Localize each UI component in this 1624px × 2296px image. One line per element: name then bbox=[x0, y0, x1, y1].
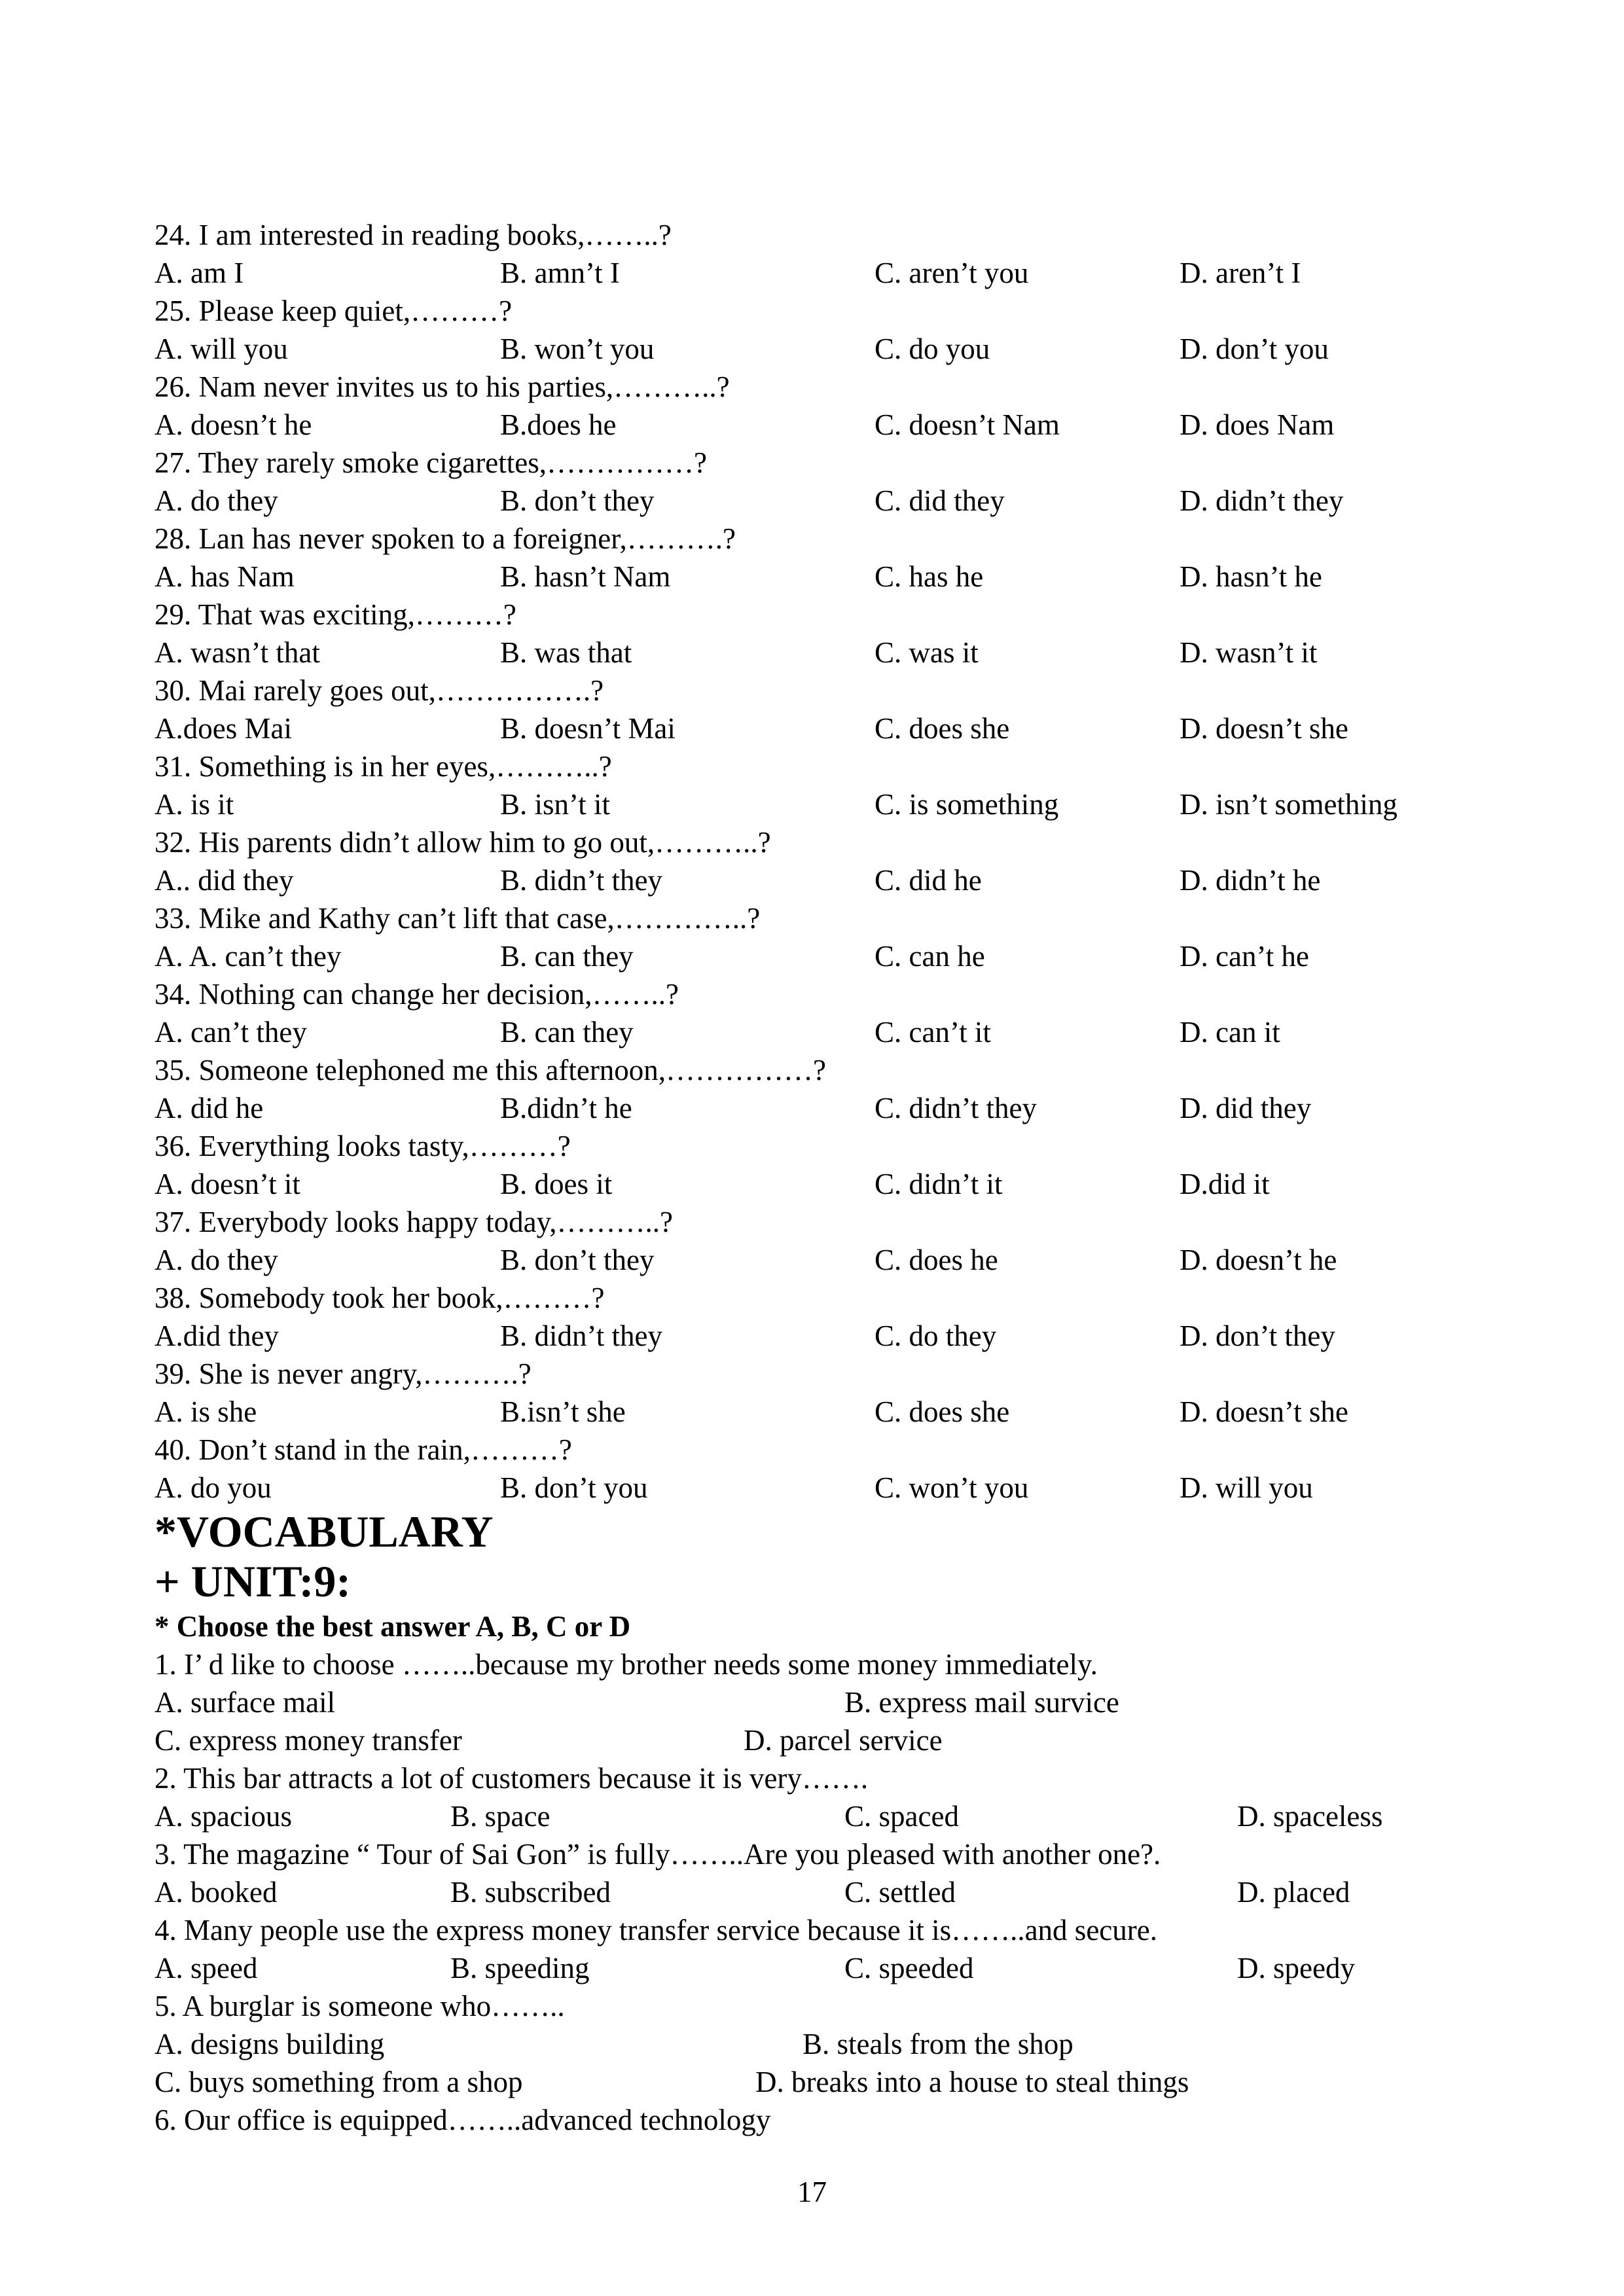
option-b: B. don’t they bbox=[500, 484, 655, 517]
option-b: B. can they bbox=[500, 940, 634, 973]
option-b: B. doesn’t Mai bbox=[500, 712, 676, 745]
options-line bbox=[154, 785, 1503, 823]
option-b: B. don’t they bbox=[500, 1244, 655, 1276]
option-c: C. doesn’t Nam bbox=[875, 408, 1060, 441]
vocab-question-2: 2. This bar attracts a lot of customers because it is very……. bbox=[154, 1762, 869, 1795]
option-d: D. doesn’t he bbox=[1180, 1244, 1337, 1276]
option-b: B. didn’t they bbox=[500, 864, 662, 897]
option: A. booked bbox=[154, 1876, 278, 1909]
vocab-options-5b bbox=[154, 2063, 1503, 2101]
question-line: 34. Nothing can change her decision,……..? bbox=[154, 978, 679, 1011]
option-a: A. do they bbox=[154, 1244, 278, 1276]
option-b: B.isn’t she bbox=[500, 1395, 626, 1428]
option-a: A. did he bbox=[154, 1092, 264, 1124]
vocab-question-4: 4. Many people use the express money transfer service because it is……..and secure. bbox=[154, 1914, 1157, 1946]
option: C. speeded bbox=[844, 1952, 974, 1984]
option-d: D. can it bbox=[1180, 1016, 1280, 1049]
question-line: 26. Nam never invites us to his parties,………..? bbox=[154, 370, 730, 403]
option-a: A. is it bbox=[154, 788, 234, 821]
vocab-question-3: 3. The magazine “ Tour of Sai Gon” is fully……..Are you pleased with another one?. bbox=[154, 1838, 1161, 1871]
option-b: B. hasn’t Nam bbox=[500, 560, 671, 593]
question-line: 28. Lan has never spoken to a foreigner,……….? bbox=[154, 522, 736, 555]
option-c: C. can he bbox=[875, 940, 985, 973]
option: B. steals from the shop bbox=[803, 2028, 1074, 2060]
option-d: D. didn’t he bbox=[1180, 864, 1321, 897]
option: D. spaceless bbox=[1237, 1800, 1383, 1833]
option-b: B. isn’t it bbox=[500, 788, 610, 821]
option-c: C. does she bbox=[875, 712, 1010, 745]
options-line bbox=[154, 709, 1503, 747]
question-line: 31. Something is in her eyes,………..? bbox=[154, 750, 612, 783]
option: A. speed bbox=[154, 1952, 258, 1984]
vocab-options-3 bbox=[154, 1873, 1503, 1911]
options-line bbox=[154, 1013, 1503, 1051]
option-a: A. am I bbox=[154, 257, 244, 289]
option-b: B. does it bbox=[500, 1168, 613, 1200]
option-a: A. doesn’t it bbox=[154, 1168, 300, 1200]
option-d: D.did it bbox=[1180, 1168, 1270, 1200]
vocab-options-1b bbox=[154, 1721, 1503, 1759]
option-a: A. is she bbox=[154, 1395, 257, 1428]
options-line bbox=[154, 1241, 1503, 1279]
option-a: A.does Mai bbox=[154, 712, 292, 745]
option: B. express mail survice bbox=[844, 1686, 1119, 1719]
question-line: 38. Somebody took her book,………? bbox=[154, 1282, 605, 1314]
option: C. spaced bbox=[844, 1800, 959, 1833]
option-c: C. did they bbox=[875, 484, 1005, 517]
options-line bbox=[154, 1089, 1503, 1127]
option-d: D. doesn’t she bbox=[1180, 1395, 1348, 1428]
page-number: 17 bbox=[797, 2176, 827, 2208]
option-c: C. didn’t they bbox=[875, 1092, 1037, 1124]
option-b: B. was that bbox=[500, 636, 632, 669]
option-c: C. is something bbox=[875, 788, 1059, 821]
option-b: B. can they bbox=[500, 1016, 634, 1049]
option-a: A. will you bbox=[154, 332, 288, 365]
option-c: C. won’t you bbox=[875, 1471, 1029, 1504]
option-d: D. will you bbox=[1180, 1471, 1313, 1504]
option-a: A.. did they bbox=[154, 864, 294, 897]
option: A. designs building bbox=[154, 2028, 385, 2060]
option-c: C. aren’t you bbox=[875, 257, 1029, 289]
option-c: C. does he bbox=[875, 1244, 998, 1276]
question-line: 39. She is never angry,……….? bbox=[154, 1357, 532, 1390]
option: C. express money transfer bbox=[154, 1724, 462, 1757]
option-c: C. do you bbox=[875, 332, 990, 365]
question-line: 27. They rarely smoke cigarettes,……………? bbox=[154, 446, 707, 479]
options-line bbox=[154, 558, 1503, 596]
question-line: 24. I am interested in reading books,……..? bbox=[154, 219, 672, 251]
option-c: C. can’t it bbox=[875, 1016, 991, 1049]
option-d: D. aren’t I bbox=[1180, 257, 1301, 289]
question-line: 32. His parents didn’t allow him to go out,………..? bbox=[154, 826, 771, 859]
option-d: D. hasn’t he bbox=[1180, 560, 1322, 593]
option-d: D. doesn’t she bbox=[1180, 712, 1348, 745]
question-line: 29. That was exciting,………? bbox=[154, 598, 516, 631]
options-line bbox=[154, 330, 1503, 368]
option-d: D. can’t he bbox=[1180, 940, 1309, 973]
option-c: C. do they bbox=[875, 1319, 997, 1352]
option: D. speedy bbox=[1237, 1952, 1355, 1984]
option-d: D. don’t you bbox=[1180, 332, 1329, 365]
option-a: A. can’t they bbox=[154, 1016, 307, 1049]
vocabulary-heading: *VOCABULARY bbox=[154, 1507, 494, 1556]
options-line bbox=[154, 406, 1503, 444]
question-line: 30. Mai rarely goes out,…………….? bbox=[154, 674, 604, 707]
unit-heading: + UNIT:9: bbox=[154, 1556, 352, 1606]
vocab-question-5: 5. A burglar is someone who…….. bbox=[154, 1990, 565, 2022]
question-line: 40. Don’t stand in the rain,………? bbox=[154, 1433, 572, 1466]
vocab-question-6: 6. Our office is equipped……..advanced technology bbox=[154, 2104, 771, 2136]
options-line bbox=[154, 861, 1503, 899]
option-b: B.does he bbox=[500, 408, 617, 441]
option-b: B. won’t you bbox=[500, 332, 655, 365]
options-line bbox=[154, 1393, 1503, 1431]
option-d: D. wasn’t it bbox=[1180, 636, 1318, 669]
option-b: B. amn’t I bbox=[500, 257, 620, 289]
option-c: C. didn’t it bbox=[875, 1168, 1003, 1200]
options-line bbox=[154, 1469, 1503, 1507]
options-line bbox=[154, 254, 1503, 292]
option: B. speeding bbox=[450, 1952, 590, 1984]
option-d: D. did they bbox=[1180, 1092, 1312, 1124]
option: D. placed bbox=[1237, 1876, 1350, 1909]
option-a: A. do you bbox=[154, 1471, 272, 1504]
option: C. buys something from a shop bbox=[154, 2066, 523, 2098]
option-c: C. did he bbox=[875, 864, 982, 897]
options-line bbox=[154, 937, 1503, 975]
options-line bbox=[154, 482, 1503, 520]
question-line: 35. Someone telephoned me this afternoon,……………? bbox=[154, 1054, 827, 1086]
question-line: 37. Everybody looks happy today,………..? bbox=[154, 1206, 673, 1238]
vocab-options-2 bbox=[154, 1797, 1503, 1835]
option-a: A. wasn’t that bbox=[154, 636, 320, 669]
option-a: A. doesn’t he bbox=[154, 408, 312, 441]
options-line bbox=[154, 634, 1503, 672]
option-d: D. don’t they bbox=[1180, 1319, 1335, 1352]
option-a: A. do they bbox=[154, 484, 278, 517]
instruction: * Choose the best answer A, B, C or D bbox=[154, 1610, 631, 1643]
option-d: D. does Nam bbox=[1180, 408, 1335, 441]
option: C. settled bbox=[844, 1876, 956, 1909]
option-d: D. isn’t something bbox=[1180, 788, 1398, 821]
vocab-options-1a bbox=[154, 1683, 1503, 1721]
option-a: A.did they bbox=[154, 1319, 279, 1352]
option: A. surface mail bbox=[154, 1686, 336, 1719]
question-line: 36. Everything looks tasty,………? bbox=[154, 1130, 571, 1162]
option-c: C. has he bbox=[875, 560, 984, 593]
option-a: A. A. can’t they bbox=[154, 940, 342, 973]
vocab-question-1: 1. I’ d like to choose ……..because my brother needs some money immediately. bbox=[154, 1648, 1098, 1681]
option-b: B. don’t you bbox=[500, 1471, 648, 1504]
question-line: 33. Mike and Kathy can’t lift that case,…………..? bbox=[154, 902, 761, 935]
option: B. subscribed bbox=[450, 1876, 611, 1909]
options-line bbox=[154, 1165, 1503, 1203]
option: B. space bbox=[450, 1800, 550, 1833]
option-b: B.didn’t he bbox=[500, 1092, 632, 1124]
question-line: 25. Please keep quiet,………? bbox=[154, 295, 513, 327]
option: D. breaks into a house to steal things bbox=[755, 2066, 1189, 2098]
option-b: B. didn’t they bbox=[500, 1319, 662, 1352]
option-a: A. has Nam bbox=[154, 560, 295, 593]
option-d: D. didn’t they bbox=[1180, 484, 1344, 517]
option: D. parcel service bbox=[744, 1724, 943, 1757]
option-c: C. was it bbox=[875, 636, 979, 669]
vocab-options-4 bbox=[154, 1949, 1503, 1987]
vocab-options-5a bbox=[154, 2025, 1503, 2063]
option: A. spacious bbox=[154, 1800, 292, 1833]
option-c: C. does she bbox=[875, 1395, 1010, 1428]
options-line bbox=[154, 1317, 1503, 1355]
